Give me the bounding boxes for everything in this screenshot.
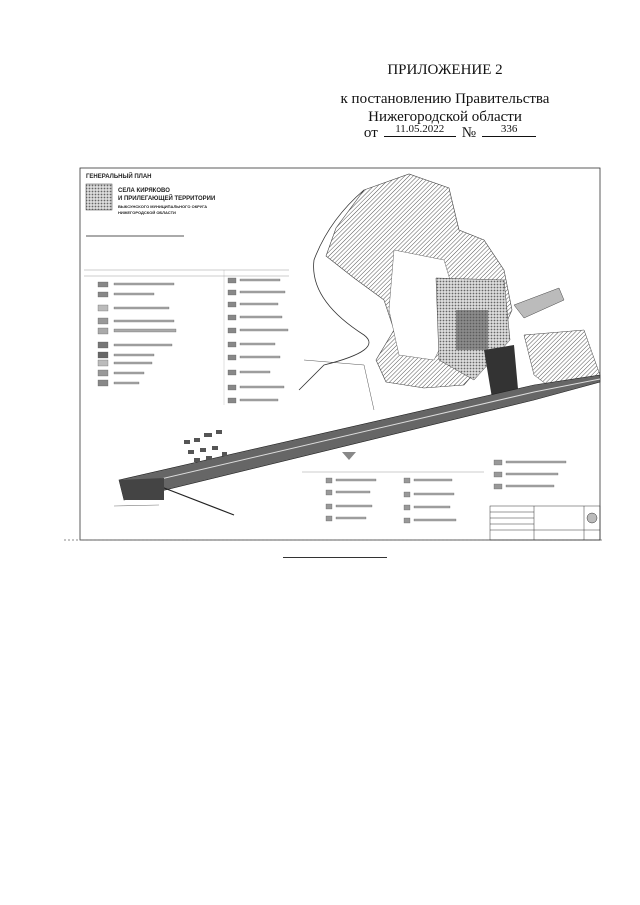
map-logo (86, 184, 112, 210)
number-prefix: № (461, 125, 477, 141)
resolution-date: 11.05.2022 (384, 123, 456, 137)
resolution-number: 336 (482, 123, 536, 137)
appendix-title: ПРИЛОЖЕНИЕ 2 (387, 62, 503, 78)
map-title-line1: СЕЛА КИРЯКОВО (118, 188, 170, 194)
bottom-rule (283, 557, 387, 558)
map-plan-label: ГЕНЕРАЛЬНЫЙ ПЛАН (86, 174, 152, 180)
region-line: Нижегородской области (368, 109, 522, 125)
map-subtitle-line1: ВЫКСУНСКОГО МУНИЦИПАЛЬНОГО ОКРУГА (118, 204, 208, 209)
date-prefix: от (363, 125, 378, 141)
map-subtitle-line2: НИЖЕГОРОДСКОЙ ОБЛАСТИ (118, 210, 176, 215)
map-title-line2: И ПРИЛЕГАЮЩЕЙ ТЕРРИТОРИИ (118, 196, 216, 202)
date-number-line (355, 123, 545, 143)
resolution-line: к постановлению Правительства (340, 91, 550, 107)
general-plan-map (64, 160, 604, 544)
